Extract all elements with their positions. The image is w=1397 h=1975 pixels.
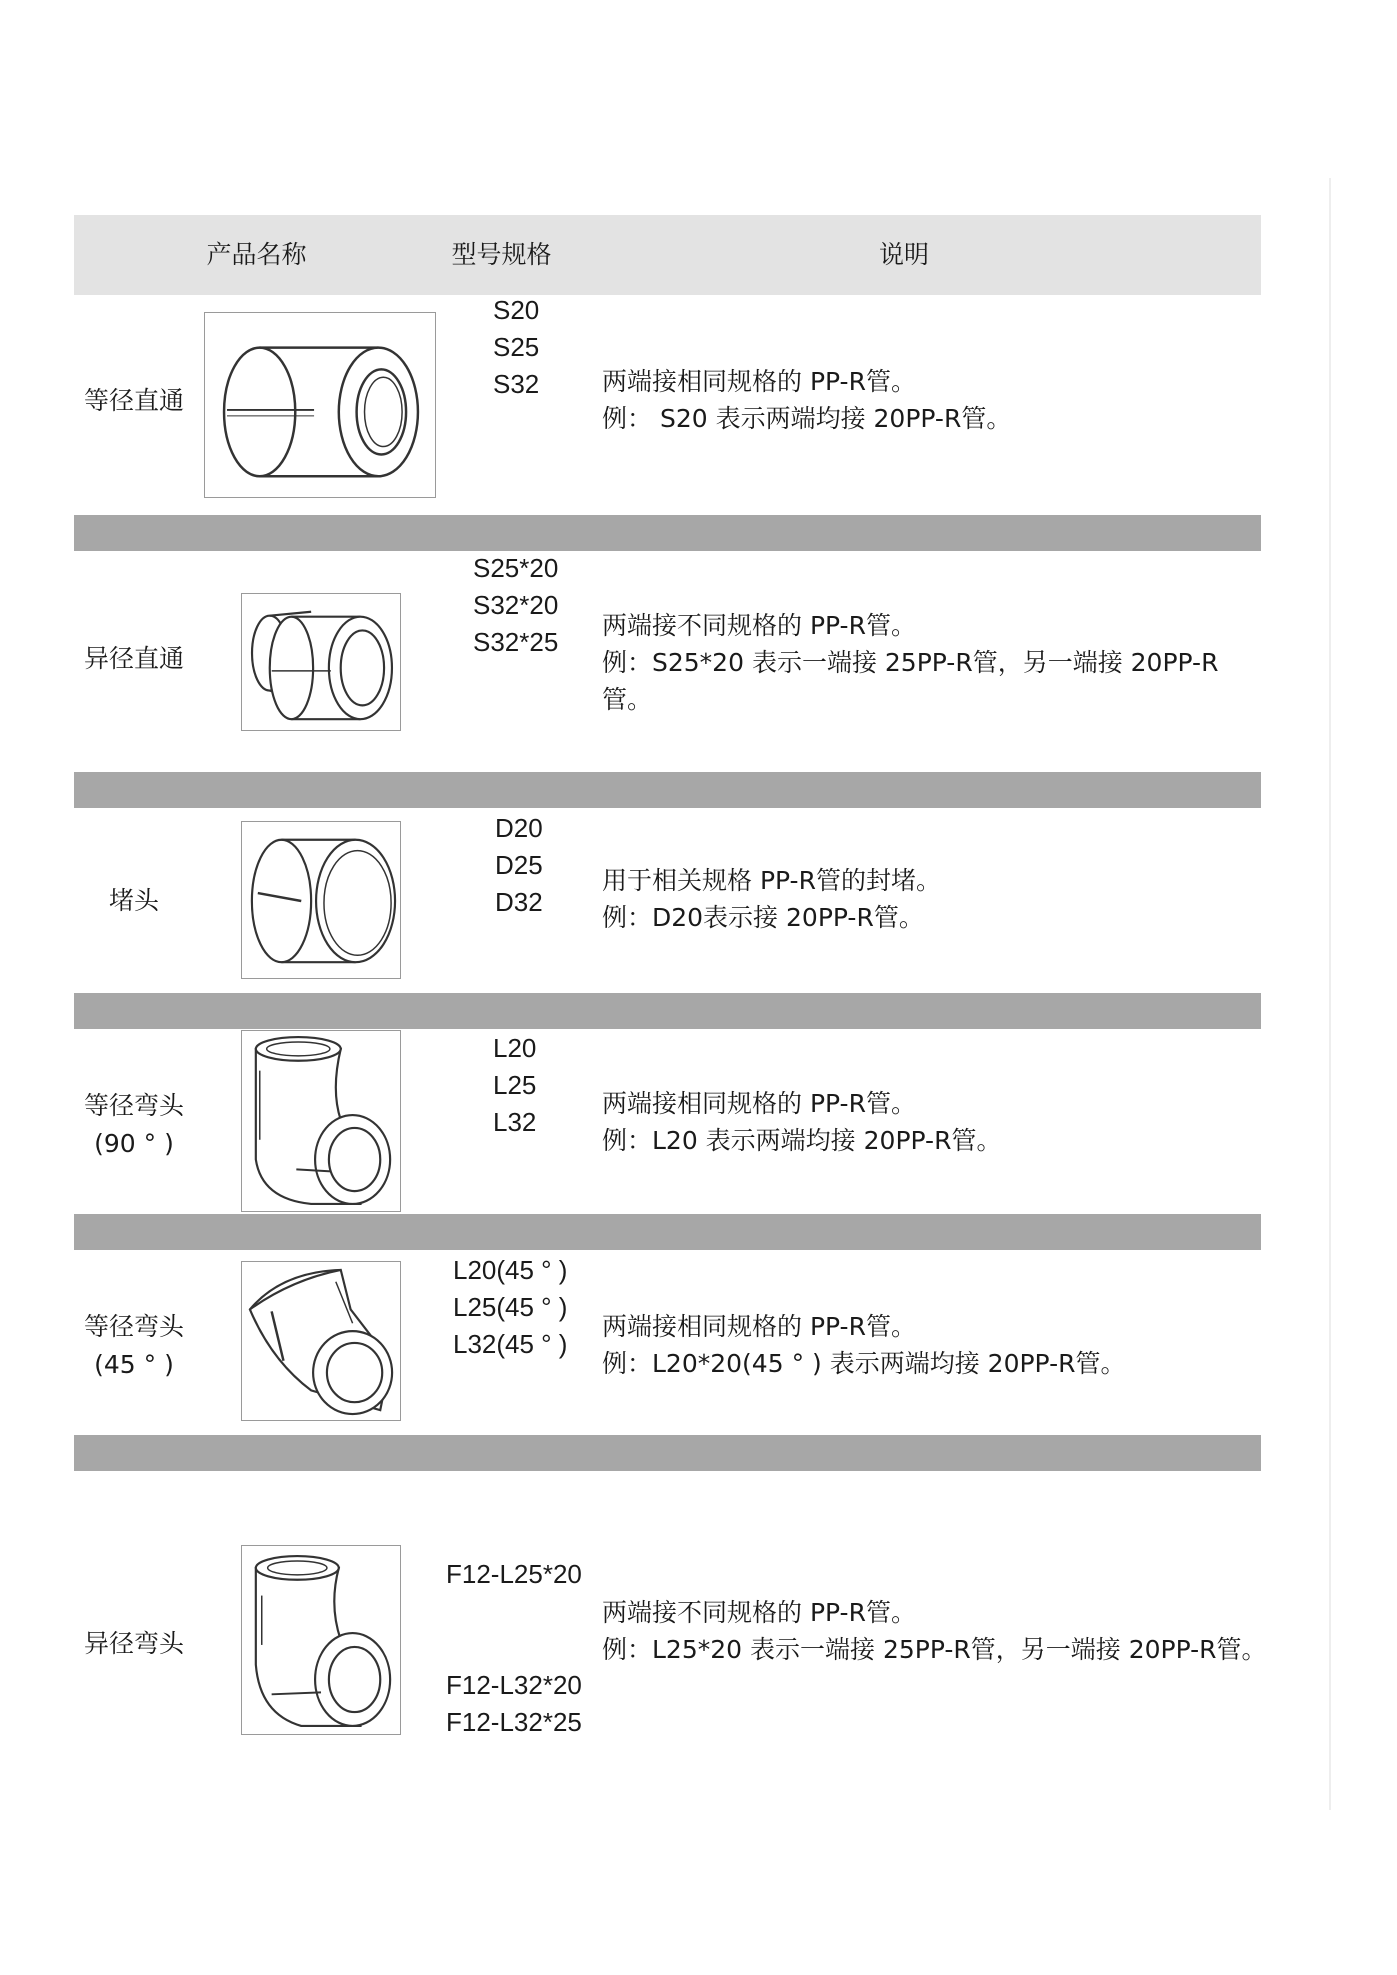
row-separator	[74, 515, 1261, 551]
model-specs: S25*20 S32*20 S32*25	[473, 553, 559, 657]
description: 两端接不同规格的 PP-R管。 例：S25*20 表示一端接 25PP-R管，另一端接 20PP-R管。	[602, 611, 1219, 714]
product-name: 等径弯头 (90 ° )	[83, 1091, 184, 1158]
product-image	[241, 1030, 401, 1212]
product-name: 等径弯头 (45 ° )	[83, 1312, 184, 1379]
row-separator	[74, 1435, 1261, 1471]
header-product-name: 产品名称	[206, 240, 307, 269]
elbow-45-icon	[242, 1262, 400, 1420]
product-name: 堵头	[108, 886, 159, 915]
description: 两端接不同规格的 PP-R管。 例：L25*20 表示一端接 25PP-R管，另一端接 20PP-R管。	[602, 1598, 1267, 1664]
page-edge-line	[1329, 178, 1331, 1810]
model-specs: L20(45 ° ) L25(45 ° ) L32(45 ° )	[453, 1255, 568, 1359]
description: 两端接相同规格的 PP-R管。 例：L20*20(45 ° ) 表示两端均接 20PP-R管。	[602, 1312, 1126, 1378]
row-separator	[74, 772, 1261, 808]
product-name: 等径直通	[83, 386, 184, 415]
model-specs: L20 L25 L32	[493, 1033, 537, 1137]
header-description: 说明	[878, 240, 929, 269]
product-image	[204, 312, 436, 498]
header-model-spec: 型号规格	[451, 240, 552, 269]
product-image	[241, 1261, 401, 1421]
end-cap-icon	[242, 822, 400, 978]
product-image	[241, 593, 401, 731]
product-image	[241, 821, 401, 979]
row-separator	[74, 1214, 1261, 1250]
row-separator	[74, 993, 1261, 1029]
table-header	[74, 215, 1261, 295]
model-specs: D20 D25 D32	[495, 813, 543, 917]
model-specs: S20 S25 S32	[493, 295, 540, 399]
elbow-90-icon	[242, 1031, 400, 1211]
description: 两端接相同规格的 PP-R管。 例：L20 表示两端均接 20PP-R管。	[602, 1089, 1002, 1155]
model-specs: F12-L25*20 F12-L32*20 F12-L32*25	[446, 1559, 582, 1737]
straight-coupling-icon	[205, 313, 435, 497]
description: 用于相关规格 PP-R管的封堵。 例：D20表示接 20PP-R管。	[602, 866, 941, 932]
product-image	[241, 1545, 401, 1735]
reducing-coupling-icon	[242, 594, 400, 730]
reducing-elbow-icon	[242, 1546, 400, 1734]
product-name: 异径直通	[83, 644, 184, 673]
product-name: 异径弯头	[83, 1629, 184, 1658]
description: 两端接相同规格的 PP-R管。 例： S20 表示两端均接 20PP-R管。	[602, 367, 1012, 433]
